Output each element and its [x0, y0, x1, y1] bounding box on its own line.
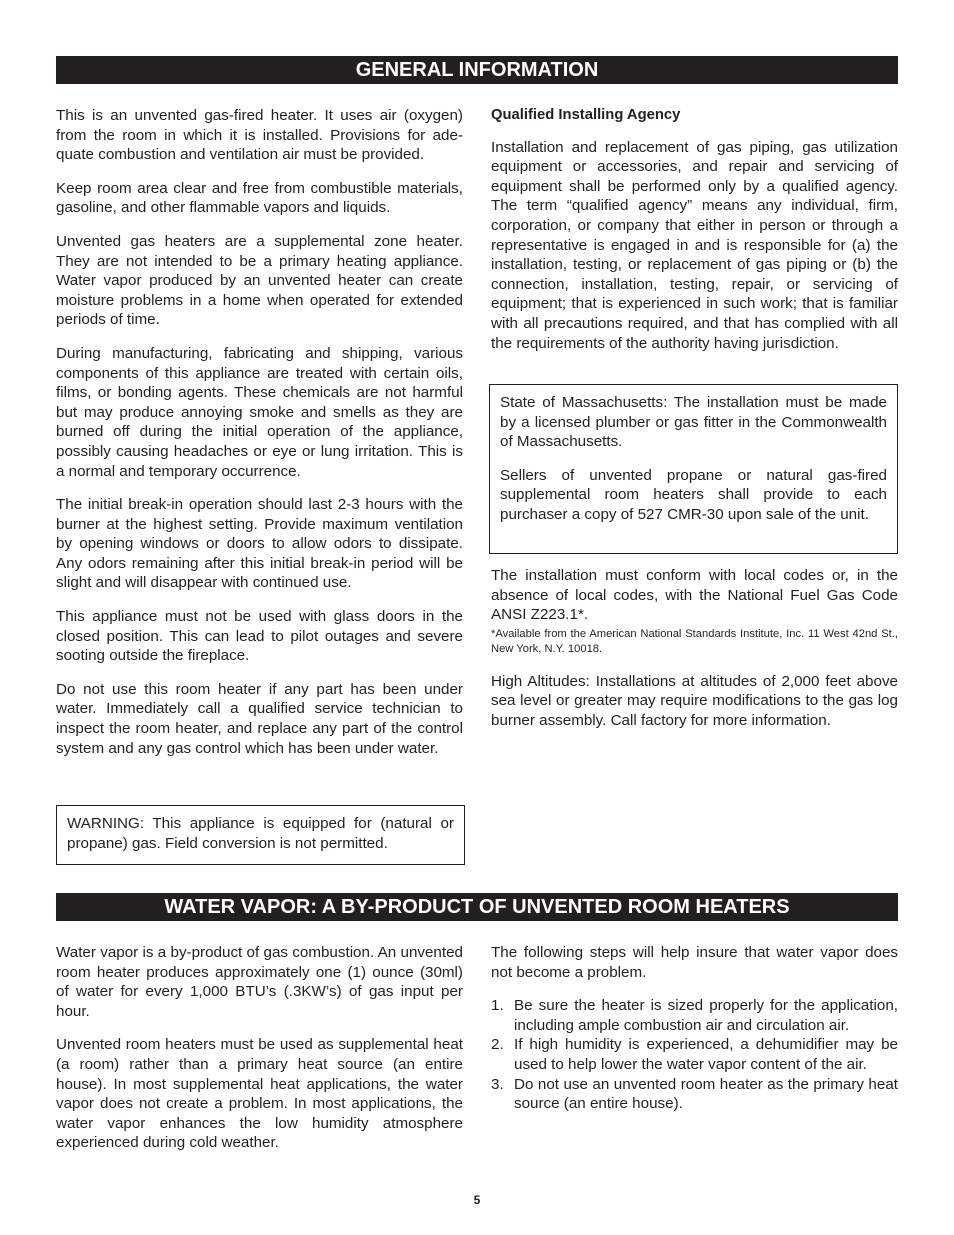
paragraph-under-water: Do not use this room heater if any part has been under water. Immediately call a qualified service technician to inspect the room heater, and replace any part of the control system and any gas control which has been under water.: [56, 680, 463, 757]
list-item: [491, 1035, 898, 1074]
step-number: 3.: [491, 1075, 504, 1093]
heading-qualified-installing-agency: Qualified Installing Agency: [491, 107, 681, 123]
general-left-column: [56, 106, 463, 772]
water-vapor-left-column: [56, 943, 463, 1167]
steps-list: [491, 996, 898, 1114]
massachusetts-installation-text: State of Massachusetts: The installation must be made by a licensed plumber or gas fitter in the Commonwealth of Massachusetts.: [500, 394, 887, 451]
paragraph-supplemental-zone: Unvented gas heaters are a supplemental zone heater. They are not intended to be a primary heating appliance. Water vapor produced by an unvented heater can create moisture problems in a home when operated for extended periods of time.: [56, 232, 463, 329]
section-title-general-information: GENERAL INFORMATION: [56, 56, 898, 84]
step-number: 2.: [491, 1036, 504, 1054]
paragraph-glass-doors: This appliance must not be used with glass doors in the closed position. This can lead to pilot outages and severe sooting outside the fireplace.: [56, 608, 463, 665]
section-title-water-vapor: WATER VAPOR: A BY-PRODUCT OF UNVENTED ROOM HEATERS: [56, 893, 898, 921]
paragraph-qualified-agency: Installation and replacement of gas piping, gas utilization equipment or accessories, and repair and servicing of equipment shall be performed only by a qualified agency. The term “qualified agency” means any individual, firm, corporation, or company that either in person or through a representative is engaged in and is responsible for (a) the installation, testing, or replacement of gas piping or (b) the connection, installation, testing, repair, or servicing of equipment; that is experienced in such work; that is familiar with all precautions required, and that has complied with all the requirements of the authority having jurisdiction.: [491, 138, 898, 352]
footnote-ansi: *Available from the American National Standards Institute, Inc. 11 West 42nd St., New York, N.Y. 10018.: [491, 627, 898, 656]
water-vapor-right-column: [491, 943, 898, 1114]
list-item: [491, 996, 898, 1035]
paragraph-high-altitudes: High Altitudes: Installations at altitudes of 2,000 feet above sea level or greater may require modifications to the gas log burner assembly. Call factory for more information.: [491, 672, 898, 729]
paragraph-supplemental-heat: Unvented room heaters must be used as supplemental heat (a room) rather than a primary heat source (an entire house). In most supplemental heat applications, the water vapor does not create a problem. In most applications, the water vapor enhances the low humidity atmosphere experienced during cold weather.: [56, 1036, 463, 1152]
general-right-column-lower: [491, 566, 898, 745]
massachusetts-sellers-text: Sellers of unvented propane or natural gas-fired supplemental room heaters shall provide to each purchaser a copy of 527 CMR-30 upon sale of the unit.: [500, 466, 887, 523]
step-text: Do not use an unvented room heater as the primary heat source (an entire house).: [514, 1075, 898, 1113]
warning-box: [56, 805, 465, 865]
massachusetts-box: [489, 384, 898, 554]
general-right-column: [491, 106, 898, 367]
step-number: 1.: [491, 997, 504, 1015]
step-text: Be sure the heater is sized properly for the application, including ample combustion air and circulation air.: [514, 997, 898, 1034]
paragraph-water-vapor-byproduct: Water vapor is a by-product of gas combustion. An unvented room heater produces approximately one (1) ounce (30ml) of water for every 1,000 BTU’s (.3KW’s) of gas input per hour.: [56, 944, 463, 1020]
page-number: 5: [473, 1193, 481, 1207]
warning-text: WARNING: This appliance is equipped for (natural or propane) gas. Field conversion is not permitted.: [67, 815, 454, 852]
paragraph-break-in-operation: The initial break-in operation should last 2-3 hours with the burner at the highest setting. Provide maximum ventilation by opening windows or doors to allow odors to dissipate. Any odors remaining after this initial break-in period will be slight and will disappear with continued use.: [56, 496, 463, 592]
paragraph-manufacturing-chemicals: During manufacturing, fabricating and shipping, various components of this appliance are treated with certain oils, films, or bonding agents. These chemicals are not harmful but may produce annoying smoke and smells as they are burned off during the initial operation of the appliance, possibly causing headaches or eye or lung irritation. This is a normal and temporary occurrence.: [56, 344, 463, 480]
paragraph-keep-room-clear: Keep room area clear and free from combustible materials, gasoline, and other flammable vapors and liquids.: [56, 179, 463, 217]
paragraph-local-codes: The installation must conform with local codes or, in the absence of local codes, with the National Fuel Gas Code ANSI Z223.1*.: [491, 567, 898, 624]
step-text: If high humidity is experienced, a dehumidifier may be used to help lower the water vapor content of the air.: [514, 1036, 898, 1073]
paragraph-steps-intro: The following steps will help insure that water vapor does not become a problem.: [491, 944, 898, 981]
paragraph-unvented-heater: This is an unvented gas-fired heater. It uses air (oxygen) from the room in which it is installed. Provisions for adequate combustion and ventilation air must be provided.: [56, 107, 463, 164]
list-item: [491, 1075, 898, 1114]
